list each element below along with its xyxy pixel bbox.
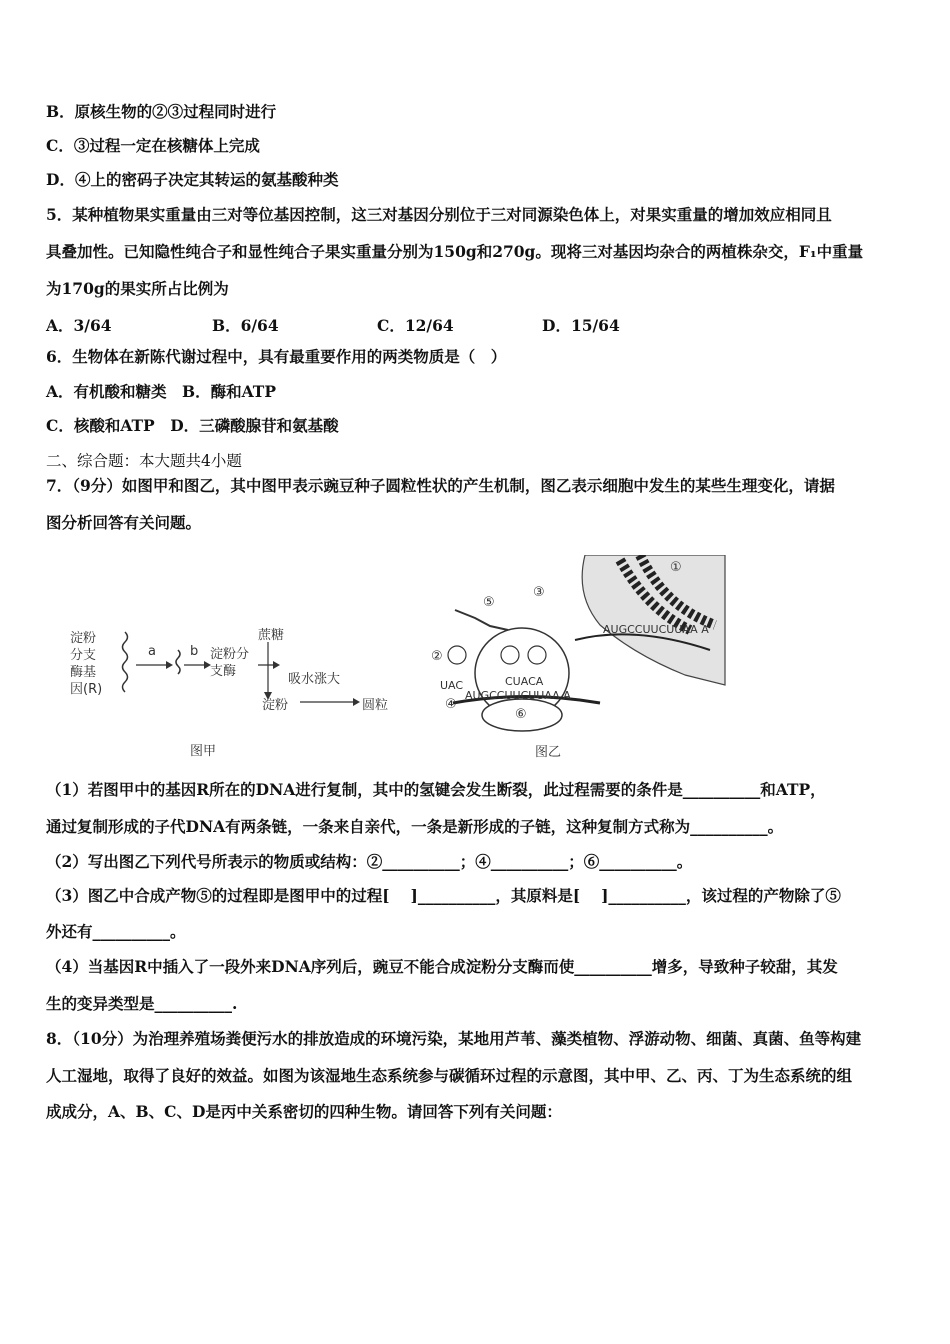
q4-option-d: D．④上的密码子决定其转运的氨基酸种类 (46, 170, 339, 189)
figure-jia-diagram (70, 620, 400, 760)
q7-sub1-line2: 通过复制形成的子代DNA有两条链，一条来自亲代，一条是新形成的子链，这种复制方式称为__________。 (46, 817, 784, 836)
q5-stem-line3: 为170g的果实所占比例为 (46, 279, 229, 298)
label-2: ② (431, 649, 443, 664)
figure-yi-caption: 图乙 (535, 745, 562, 760)
water-label: 吸水涨大 (288, 672, 341, 687)
q6-options-ab: A．有机酸和糖类 B．酶和ATP (46, 382, 276, 401)
label-3: ③ (533, 585, 545, 600)
trna-right (528, 646, 546, 664)
mrna-wave (176, 650, 180, 674)
q5-option-d: D．15/64 (542, 316, 620, 335)
q4-option-c: C．③过程一定在核糖体上完成 (46, 136, 260, 155)
enzyme-label: 淀粉分 支酶 (210, 647, 250, 679)
q6-stem: 6．生物体在新陈代谢过程中，具有最重要作用的两类物质是（ ） (46, 347, 507, 366)
q7-stem-line2: 图分析回答有关问题。 (46, 513, 202, 532)
q8-stem-line1: 8．（10分）为治理养殖场粪便污水的排放造成的环境污染，某地用芦苇、藻类植物、浮游动物、细菌、真菌、鱼等构建 (46, 1029, 862, 1048)
gene-r-label: 淀粉 分支 酶基 因(R) (70, 631, 103, 697)
label-a: a (148, 644, 156, 659)
q6-options-cd: C．核酸和ATP D．三磷酸腺苷和氨基酸 (46, 416, 339, 435)
q5-option-c: C．12/64 (377, 316, 454, 335)
label-b: b (190, 644, 199, 659)
label-mrna-top: AUGCCUUCUUAA A (603, 623, 709, 636)
q7-sub2: （2）写出图乙下列代号所表示的物质或结构：②__________；④__________；⑥__________。 (46, 852, 693, 871)
figure-jia-caption: 图甲 (190, 744, 217, 759)
figure-yi-diagram (425, 555, 735, 760)
q7-sub4-line2: 生的变异类型是__________. (46, 994, 238, 1013)
q7-sub3-line2: 外还有__________。 (46, 922, 186, 941)
label-uac: UAC (440, 679, 464, 692)
trna-mid (501, 646, 519, 664)
sucrose-label: 蔗糖 (258, 628, 285, 643)
q7-stem-line1: 7．（9分）如图甲和图乙，其中图甲表示豌豆种子圆粒性状的产生机制，图乙表示细胞中发生的某些生理变化，请据 (46, 476, 835, 495)
q7-sub3-line1: （3）图乙中合成产物⑤的过程即是图甲中的过程[ ]__________，其原料是[ ]__________，该过程的产物除了⑤ (46, 886, 841, 905)
q8-stem-line3: 成成分，A、B、C、D是丙中关系密切的四种生物。请回答下列有关问题： (46, 1102, 562, 1121)
label-6: ⑥ (515, 707, 527, 722)
q5-stem-line1: 5．某种植物果实重量由三对等位基因控制，这三对基因分别位于三对同源染色体上，对果实重量的增加效应相同且 (46, 205, 832, 224)
starch-label: 淀粉 (262, 698, 289, 713)
q7-sub1-line1: （1）若图甲中的基因R所在的DNA进行复制，其中的氢键会发生断裂，此过程需要的条件是__________和ATP， (46, 780, 826, 799)
q4-option-b: B．原核生物的②③过程同时进行 (46, 102, 277, 121)
label-4: ④ (445, 697, 457, 712)
label-5: ⑤ (483, 595, 495, 610)
q7-sub4-line1: （4）当基因R中插入了一段外来DNA序列后，豌豆不能合成淀粉分支酶而使__________增多，导致种子较甜，其发 (46, 957, 838, 976)
q8-stem-line2: 人工湿地，取得了良好的效益。如图为该湿地生态系统参与碳循环过程的示意图，其中甲、乙、丙、丁为生态系统的组 (46, 1066, 853, 1085)
label-1: ① (670, 560, 682, 575)
trna-left (448, 646, 466, 664)
q5-option-a: A．3/64 (46, 316, 112, 335)
peptide-chain (455, 610, 508, 630)
label-mrna-bottom: AUGCCUUCUUAA A (465, 689, 571, 702)
q5-option-b: B．6/64 (212, 316, 279, 335)
round-label: 圆粒 (362, 698, 389, 713)
gene-wave (123, 632, 128, 692)
label-cuaca: CUACA (505, 675, 544, 688)
section-heading: 二、综合题：本大题共4小题 (46, 452, 242, 470)
figure-jia (70, 620, 400, 760)
q5-stem-line2: 具叠加性。已知隐性纯合子和显性纯合子果实重量分别为150g和270g。现将三对基因均杂合的两植株杂交，F₁中重量 (46, 242, 864, 261)
figure-yi (425, 555, 735, 760)
